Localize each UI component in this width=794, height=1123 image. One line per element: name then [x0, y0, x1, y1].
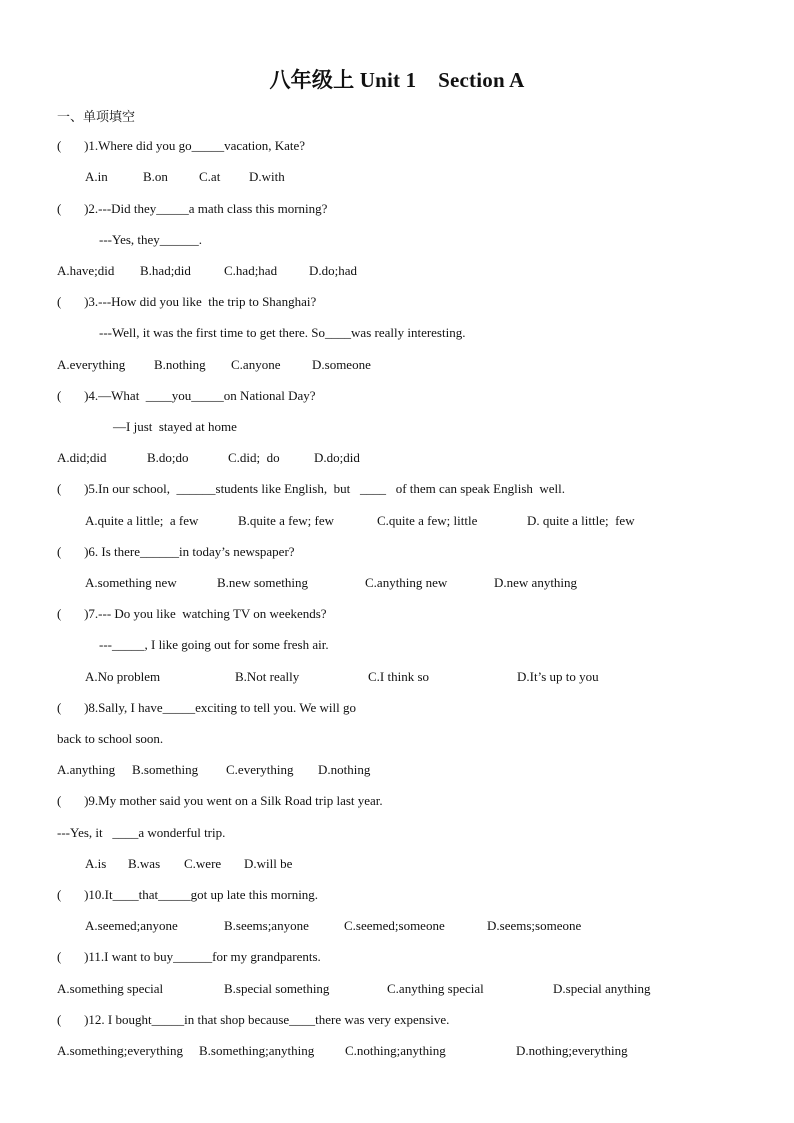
q2-option-b: B.had;did	[140, 263, 191, 278]
q9-option-a: A.is	[85, 856, 107, 871]
q1-option-b: B.on	[143, 169, 168, 184]
question-3-reply: ---Well, it was the first time to get there. So____was really interesting.	[99, 325, 466, 340]
q3-option-b: B.nothing	[154, 357, 206, 372]
q5-option-c: C.quite a few; little	[377, 513, 478, 528]
question-9-stem: ( )9.My mother said you went on a Silk Road trip last year.	[57, 793, 383, 808]
q5-option-a: A.quite a little; a few	[85, 513, 199, 528]
q9-option-b: B.was	[128, 856, 161, 871]
q3-option-c: C.anyone	[231, 357, 281, 372]
question-9-reply: ---Yes, it ____a wonderful trip.	[57, 825, 226, 840]
q8-option-a: A.anything	[57, 762, 116, 777]
q7-option-a: A.No problem	[85, 669, 161, 684]
q11-option-c: C.anything special	[387, 981, 484, 996]
question-10-stem: ( )10.It____that_____got up late this morning.	[57, 887, 319, 902]
q11-option-a: A.something special	[57, 981, 164, 996]
q10-option-d: D.seems;someone	[487, 918, 582, 933]
q6-option-d: D.new anything	[494, 575, 578, 590]
q7-option-d: D.It’s up to you	[517, 669, 599, 684]
q8-option-b: B.something	[132, 762, 199, 777]
q11-option-d: D.special anything	[553, 981, 651, 996]
q10-option-b: B.seems;anyone	[224, 918, 309, 933]
q1-option-d: D.with	[249, 169, 285, 184]
question-6-stem: ( )6. Is there______in today’s newspaper?	[57, 544, 295, 559]
q4-option-c: C.did; do	[228, 450, 280, 465]
question-8-continuation: back to school soon.	[57, 731, 164, 746]
q6-option-c: C.anything new	[365, 575, 448, 590]
page-title: 八年级上 Unit 1 Section A	[269, 68, 525, 92]
question-7-reply: ---_____, I like going out for some fresh air.	[99, 637, 329, 652]
q7-option-b: B.Not really	[235, 669, 300, 684]
q1-option-c: C.at	[199, 169, 221, 184]
question-11-stem: ( )11.I want to buy______for my grandparents.	[57, 949, 321, 964]
q12-option-b: B.something;anything	[199, 1043, 315, 1058]
question-12-stem: ( )12. I bought_____in that shop because____there was very expensive.	[57, 1012, 450, 1027]
question-3-stem: ( )3.---How did you like the trip to Shanghai?	[57, 294, 317, 309]
q12-option-c: C.nothing;anything	[345, 1043, 446, 1058]
q2-option-c: C.had;had	[224, 263, 278, 278]
q10-option-c: C.seemed;someone	[344, 918, 445, 933]
q11-option-b: B.special something	[224, 981, 330, 996]
q4-option-a: A.did;did	[57, 450, 107, 465]
question-5-stem: ( )5.In our school, ______students like English, but ____ of them can speak English well.	[57, 481, 566, 496]
question-7-stem: ( )7.--- Do you like watching TV on weekends?	[57, 606, 327, 621]
q2-option-d: D.do;had	[309, 263, 358, 278]
question-2-stem: ( )2.---Did they_____a math class this morning?	[57, 201, 328, 216]
q3-option-a: A.everything	[57, 357, 126, 372]
q8-option-c: C.everything	[226, 762, 294, 777]
q3-option-d: D.someone	[312, 357, 371, 372]
question-2-reply: ---Yes, they______.	[99, 232, 203, 247]
q2-option-a: A.have;did	[57, 263, 115, 278]
q7-option-c: C.I think so	[368, 669, 430, 684]
q9-option-d: D.will be	[244, 856, 293, 871]
q1-option-a: A.in	[85, 169, 108, 184]
q5-option-b: B.quite a few; few	[238, 513, 335, 528]
q8-option-d: D.nothing	[318, 762, 371, 777]
q4-option-b: B.do;do	[147, 450, 189, 465]
q12-option-d: D.nothing;everything	[516, 1043, 628, 1058]
q12-option-a: A.something;everything	[57, 1043, 184, 1058]
question-4-reply: —I just stayed at home	[113, 419, 237, 434]
q9-option-c: C.were	[184, 856, 222, 871]
q6-option-b: B.new something	[217, 575, 308, 590]
q6-option-a: A.something new	[85, 575, 177, 590]
q10-option-a: A.seemed;anyone	[85, 918, 178, 933]
section-heading: 一、单项填空	[57, 110, 136, 125]
q5-option-d: D. quite a little; few	[527, 513, 635, 528]
question-8-stem: ( )8.Sally, I have_____exciting to tell you. We will go	[57, 700, 356, 715]
q4-option-d: D.do;did	[314, 450, 360, 465]
question-1-stem: ( )1.Where did you go_____vacation, Kate?	[57, 138, 306, 153]
question-4-stem: ( )4.—What ____you_____on National Day?	[57, 388, 316, 403]
